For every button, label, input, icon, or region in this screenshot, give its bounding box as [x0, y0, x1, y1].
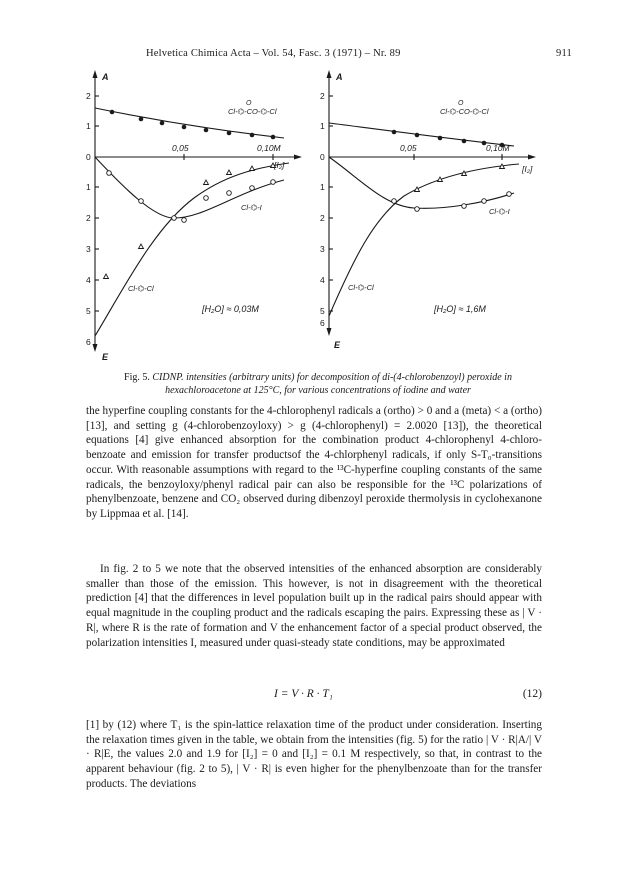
left-tick-6: 6 [86, 337, 91, 347]
right-tick-0: 0 [320, 152, 325, 162]
caption-lead: Fig. 5. [124, 372, 150, 383]
left-tick-4: 4 [86, 275, 91, 285]
left-condition: [H₂O] ≈ 0,03M [202, 304, 259, 314]
right-tick-4: 4 [320, 275, 325, 285]
right-structure-top: Cl-⌬-CO-⌬-Cl [440, 107, 489, 116]
right-y-label: A [336, 72, 343, 82]
left-y-arrow-top [93, 70, 98, 78]
right-condition: [H₂O] ≈ 1,6M [434, 304, 486, 314]
left-tick-1: 1 [86, 182, 91, 192]
right-tick-3: 3 [320, 244, 325, 254]
paragraph-1: the hyperfine coupling constants for the 4-chlorophenyl radicals a (ortho) > 0 and a (meta) < a (ortho) [13], and setting g (4-chlorobenzoyloxy) > g (4-chlorophenyl) = 2.0020 [13]), the theoretical equations [4] give enhanced absorption for the combination product 4-chlorophenyl 4-chloro-benzoate and emission for transfer productsof the 4-chlorphenyl radicals, if only S-T₀-transitions occur. With reasonable assumptions with regard to the ¹³C-hyperfine coupling constants of the same radicals, the benzoyloxy/phenyl radical pair can also be responsible for the ¹³C polarizations of phenylbenzoate, benzene and CO₂ observed during dibenzoyl peroxide thermolysis in cyclohexanone by Lippmaa et al. [14]. [86, 405, 542, 520]
left-curve-dichloro [95, 163, 289, 336]
right-y-arrow-bottom [327, 328, 332, 336]
right-tick-2-top: 2 [320, 91, 325, 101]
paragraph-3: [1] by (12) where T₁ is the spin-lattice relaxation time of the product under consideration. Inserting the relaxation times given in the table, we obtain from the intensities (fig. 5) for the ratio | V · R|A/| V · R|E, the values 2.0 and 1.9 for [I₂] = 0 and [I₂] = 0.1 M respectively, so that, in contrast to the apparent behaviour (fig. 2 to 5), | V · R| is even higher for the phenylbenzoate than for the transfer products. The deviations [86, 719, 542, 790]
right-x-tick-005: 0,05 [400, 143, 417, 153]
right-x-label: [I₂] [522, 164, 533, 174]
right-tick-6: 6 [320, 318, 325, 328]
left-tick-5: 5 [86, 306, 91, 316]
running-title: Helvetica Chimica Acta – Vol. 54, Fasc. 3 (1971) – Nr. 89 [146, 48, 401, 59]
right-tick-1: 1 [320, 182, 325, 192]
right-structure-middle: Cl-⌬-I [489, 207, 510, 216]
left-structure-bottom: Cl-⌬-Cl [128, 284, 154, 293]
left-y-arrow-bottom [93, 344, 98, 352]
left-tick-2-top: 2 [86, 91, 91, 101]
right-structure-top-o: O [458, 100, 464, 107]
left-structure-middle: Cl-⌬-I [241, 203, 262, 212]
left-tick-0: 0 [86, 152, 91, 162]
equation-number: (12) [522, 688, 542, 700]
left-x-arrow [294, 155, 302, 160]
caption-text: CIDNP. intensities (arbitrary units) for decomposition of di-(4-chlorobenzoyl) peroxide in hexachloroacetone at 125°C, for various concentrations of iodine and water [152, 372, 512, 396]
right-tick-1-top: 1 [320, 121, 325, 131]
right-tick-2: 2 [320, 213, 325, 223]
page-number: 911 [556, 48, 572, 59]
left-bottom-label: E [102, 352, 109, 362]
left-tick-1-top: 1 [86, 121, 91, 131]
paragraph-2: In fig. 2 to 5 we note that the observed intensities of the enhanced absorption are considerably smaller than those of the emission. This however, is not in disagreement with the theoretical prediction [4] that the differences in level population built up in the radical pairs should appear with equal magnitude in the coupling product and the radicals escaping the pairs. Expressing these as | V · R|, where R is the rate of formation and V the enhancement factor of a special product observed, the polarization intensities I, measured under quasi-steady state conditions, may be approximated [86, 563, 542, 649]
left-x-label: [I₂] [274, 160, 285, 170]
left-x-tick-010: 0,10M [257, 143, 281, 153]
right-dichloro-points [415, 164, 505, 192]
right-x-arrow [528, 155, 536, 160]
running-header [0, 48, 624, 64]
right-x-tick-010: 0,10M [486, 143, 510, 153]
left-dichloro-points [104, 163, 276, 279]
left-structure-top: Cl-⌬-CO-⌬-Cl [228, 107, 277, 116]
figure-caption [88, 372, 548, 397]
left-y-label: A [102, 72, 109, 82]
equation-expression: I = V · R · T₁ [274, 688, 333, 700]
right-y-arrow-top [327, 70, 332, 78]
left-iodo-points [107, 171, 276, 223]
figure-5 [84, 68, 554, 364]
figure-5-plots [84, 68, 554, 364]
left-tick-3: 3 [86, 244, 91, 254]
equation-12 [86, 688, 542, 704]
left-structure-top-o: O [246, 100, 252, 107]
right-structure-bottom: Cl-⌬-Cl [348, 283, 374, 292]
left-x-tick-005: 0,05 [172, 143, 189, 153]
right-tick-5: 5 [320, 306, 325, 316]
left-tick-2: 2 [86, 213, 91, 223]
right-curve-dichloro [329, 164, 519, 316]
right-bottom-label: E [334, 340, 341, 350]
